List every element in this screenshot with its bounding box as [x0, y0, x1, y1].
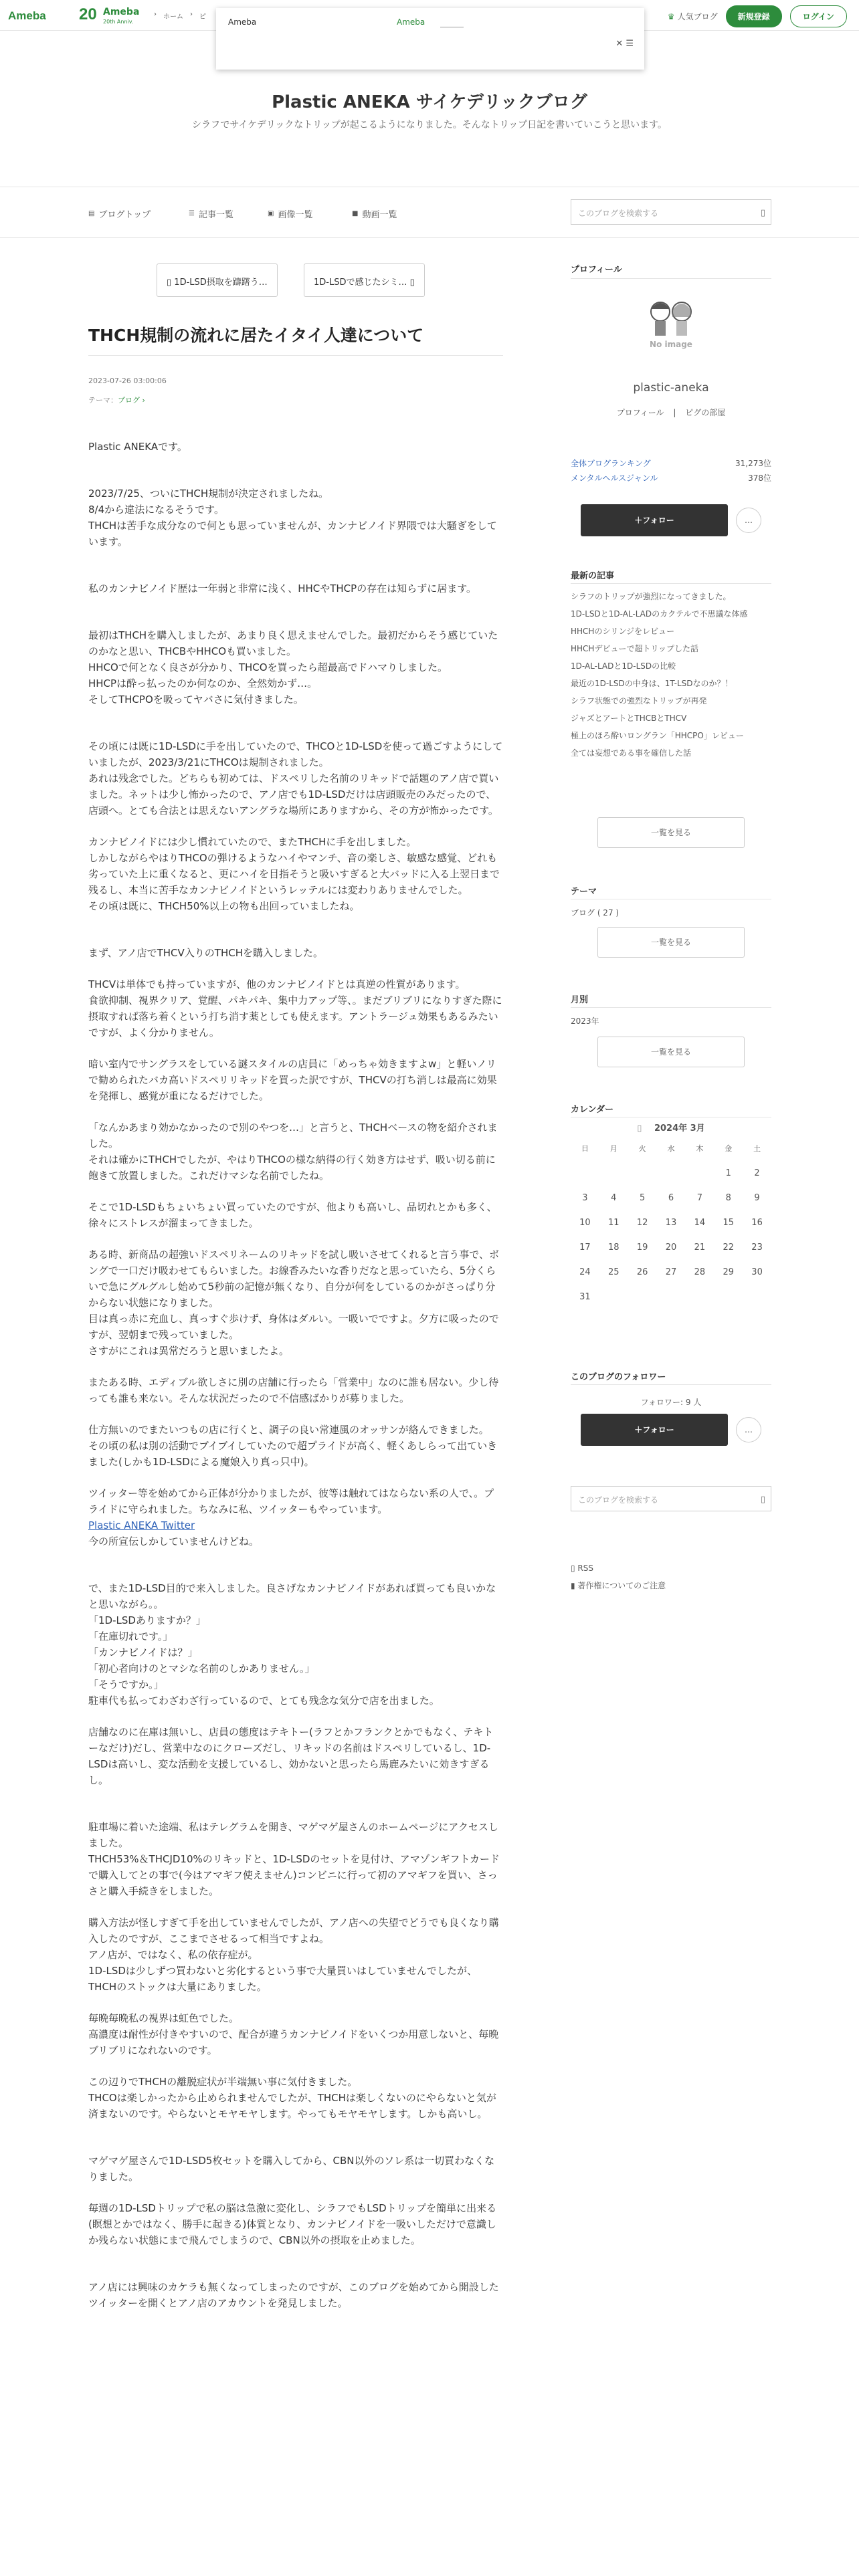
weekday: 金 [725, 1144, 733, 1153]
article-body [88, 439, 503, 2327]
article-paragraph: 店舗なのに在庫は無いし、店員の態度はテキトー(ラフとかフランクとかでもなく、テキトーなだけ)だし、営業中なのにクローズだし、リキッドの名前はドスペリしているし、1D-LSDは高いし、変な活動を支援しているし、効かないと思ったら馬鹿みたいに効きすぎるし。 [88, 1726, 494, 1786]
article-paragraph: 購入方法が怪しすぎて手を出していませんでしたが、アノ店への失望でどうでも良くなり購入したのですが、ここまでさせるって相当ですよね。 アノ店が、ではなく、私の依存症が。 1D-LSDは少しずつ買わないと劣化するという事で大量買いはしていませんでしたが、THCHのストックは大量にありました。 [88, 1917, 499, 1993]
recent-list-button[interactable]: 一覧を見る [597, 817, 745, 848]
login-button[interactable]: ログイン [790, 5, 847, 27]
calendar-day: 18 [608, 1243, 619, 1253]
rss-icon: ▯ [571, 1564, 578, 1573]
article-paragraph: THCVは単体でも持っていますが、他のカンナビノイドとは真逆の性質があります。 食欲抑制、視界クリア、覚醒、パキパキ、集中力アップ等、。まだブリブリになりすぎた際に摂取すれば落ち着くという打ち消す薬としても使えます。アントラージュ効果もあるみたいですが、よく分かりません。 [88, 978, 502, 1039]
recent-item[interactable]: 1D-LSDと1D-AL-LADのカクテルで不思議な体感 [571, 609, 748, 619]
popular-blog-label: 人気ブログ [677, 12, 718, 21]
blog-description: シラフでサイケデリックなトリップが起こるようになりました。そんなトリップ日記を書いていこうと思います。 [191, 120, 668, 130]
search-placeholder: このブログを検索する [578, 209, 659, 218]
article-paragraph: 仕方無いのでまたいつもの店に行くと、調子の良い常連風のオッサンが絡んできました。 その頃の私は別の活動でブイブイしていたので超プライドが高く、軽くあしらって出ていきました(しかも1D-LSDによる魔娘入り真っ只中)。 [88, 1424, 498, 1468]
nav-images[interactable] [268, 207, 312, 220]
calendar-day: 23 [751, 1243, 763, 1253]
separator: | [673, 408, 676, 417]
genre-ranking-value: 378位 [748, 473, 771, 483]
blog-nav [0, 187, 859, 238]
more-icon[interactable]: … [736, 508, 761, 533]
recent-list [571, 591, 771, 765]
recent-heading: 最新の記事 [571, 571, 615, 581]
calendar-day: 8 [725, 1193, 731, 1203]
search-placeholder: このブログを検索する [578, 1495, 659, 1505]
recent-item[interactable]: HHCHデビューで超トリップした話 [571, 644, 698, 653]
recent-item[interactable]: シラフのトリップが強烈になってきました。 [571, 592, 731, 601]
global-nav-pigg[interactable]: ピ [199, 13, 206, 21]
article-paragraph: カンナビノイドには少し慣れていたので、またTHCHに手を出しました。 しかしながらやはりTHCOの弾けるようなハイやマンチ、音の楽しさ、敏感な感覚、どれも劣っていた上に重くなると、更にハイを目指そうと吸いすぎると大バッドに入る上翌日まで残るし、本当に苦手なカンナビノイドというレッテルには変わりありませんでした。 その頃は既に、THCH50%以上の物も出回っていましたね。 [88, 836, 500, 912]
close-icon[interactable]: ✕ ☰ [615, 39, 634, 49]
calendar-day: 28 [694, 1267, 706, 1277]
search-icon[interactable]: ▯ [760, 208, 765, 218]
calendar-day: 6 [668, 1193, 674, 1203]
anniversary-sub: 20th Anniv. [103, 19, 134, 25]
article-paragraph: この辺りでTHCHの離脱症状が半端無い事に気付きました。 THCOは楽しかったから止められませんでしたが、THCHは楽しくないのにやらないと気が済まないのです。やらないとモヤモヤします。やってもモヤモヤします。しかも高いし。 [88, 2076, 496, 2120]
global-nav [154, 11, 206, 21]
calendar-day [599, 1168, 628, 1178]
article-paragraph: Plastic ANEKAです。 [88, 441, 187, 453]
bottom-bar [0, 2514, 859, 2576]
calendar-day: 29 [723, 1267, 734, 1277]
prev-article-label: 1D-LSD摂取を躊躇う… [174, 278, 268, 288]
recent-item[interactable]: HHCHのシリンジをレビュー [571, 627, 675, 636]
calendar [571, 1121, 771, 1302]
article-paragraph: 暗い室内でサングラスをしている謎スタイルの店員に「めっちゃ効きますよw」と軽いノリで勧められたバカ高いドスペリリキッドを買った訳ですが、THCVの打ち消しは最高に効果を発揮し、感覚が重になるだけでした。 [88, 1058, 497, 1102]
profile-heading: プロフィール [571, 265, 622, 275]
calendar-day [657, 1168, 686, 1178]
calendar-day: 2 [754, 1168, 760, 1178]
article-paragraph: またある時、エディブル欲しさに別の店舗に行ったら「営業中」なのに誰も居ない。少し待っても誰も来ない。そんな状況だったので不信感ばかりが募りました。 [88, 1376, 499, 1404]
next-article-link[interactable] [304, 263, 425, 297]
month-item[interactable]: 2023年 [571, 1016, 599, 1026]
twitter-link[interactable]: Plastic ANEKA Twitter [88, 1519, 195, 1531]
recent-item[interactable]: 全ては妄想である事を確信した話 [571, 748, 692, 758]
rss-label: RSS [577, 1564, 593, 1573]
calendar-day: 27 [665, 1267, 677, 1277]
weekday: 月 [609, 1144, 617, 1153]
nav-images-label: 画像一覧 [278, 210, 313, 220]
chevron-right-icon: › [140, 396, 145, 405]
follow-button[interactable]: ＋フォロー [581, 504, 728, 536]
dropdown-label: Ameba [228, 17, 257, 27]
calendar-day: 16 [751, 1218, 763, 1228]
search-icon[interactable]: ▯ [760, 1495, 765, 1505]
article-paragraph: まず、アノ店でTHCV入りのTHCHを購入しました。 [88, 947, 323, 959]
profile-divider [571, 278, 771, 279]
theme-list-button[interactable]: 一覧を見る [597, 927, 745, 958]
rss-link[interactable] [571, 1564, 593, 1573]
article-paragraph: 2023/7/25、ついにTHCH規制が決定されましたね。 8/4から違法になるそうです。 THCHは苦手な成分なので何とも思っていませんが、カンナビノイド界隈では大騒ぎをしています。 [88, 488, 497, 548]
weekday: 火 [638, 1144, 646, 1153]
recent-divider [571, 583, 771, 584]
blog-title[interactable]: Plastic ANEKA サイケデリックブログ [272, 92, 587, 112]
dropdown-brand-link[interactable]: Ameba [397, 17, 425, 27]
weekday: 日 [581, 1144, 589, 1153]
followers-divider [571, 1384, 771, 1385]
calendar-day: 10 [579, 1218, 591, 1228]
article-theme [88, 395, 145, 405]
article-paragraph: 最初はTHCHを購入しましたが、あまり良く思えませんでした。最初だからそう感じていたのかなと思い、THCBやHHCOも買いました。 HHCOで何となく良さが分かり、THCOを買ったら超最高でドハマりしました。 HHCPは酔っ払ったのか何なのか、全然効かず…。 そしてTHCPOを吸ってヤバさに気付きました。 [88, 629, 498, 706]
weekday: 水 [667, 1144, 675, 1153]
ranking-row-overall [571, 457, 771, 469]
calendar-day: 26 [636, 1267, 648, 1277]
calendar-day: 21 [694, 1243, 706, 1253]
ameba-logo[interactable]: Ameba [8, 9, 46, 22]
overall-ranking-value: 31,273位 [735, 459, 771, 468]
title-divider [88, 355, 503, 356]
chevron-left-icon[interactable]: ▯ [637, 1123, 642, 1134]
calendar-day: 9 [754, 1193, 760, 1203]
global-nav-home[interactable]: ホーム [163, 13, 183, 21]
article-paragraph-text: ツイッター等を始めてから正体が分かりましたが、彼等は触れてはならない系の人で、。プライドに守られました。ちなみに私、ツイッターもやっています。 [88, 1487, 494, 1515]
calendar-day: 14 [694, 1218, 706, 1228]
article-paragraph: で、また1D-LSD目的で来入しました。良さげなカンナビノイドがあれば買っても良いかなと思いながら。。 「1D-LSDありますか？」 「在庫切れです。」 「カンナビノイドは？」 「初心者向けのとマシな名前のしかありません。」 「そうですか。」 駐車代も払ってわざわざ行っているので、とても残念な気分で店を出ました。 [88, 1582, 496, 1707]
ranking-row-genre [571, 472, 771, 484]
recent-item[interactable]: 1D-AL-LADと1D-LSDの比較 [571, 661, 676, 671]
article-paragraph: その頃には既に1D-LSDに手を出していたので、THCOと1D-LSDを使って過ごすようにしていましたが、2023/3/21にTHCOは規制されました。 あれは残念でした。どちらも初めては、ドスペリした名前のリキッドで話題のアノ店で買いました。ネットは少し怖かったので、アノ店でも1D-LSDだけは店頭販売のみだったので、店頭へ。とても合法とは思えないアングラな場所にありますから、その方が怖かったです。 [88, 740, 503, 817]
nav-videos[interactable] [352, 207, 397, 220]
calendar-day: 7 [696, 1193, 702, 1203]
calendar-day: 31 [579, 1292, 591, 1302]
genre-ranking-link[interactable]: メンタルヘルスジャンル [571, 473, 658, 483]
calendar-day [685, 1168, 714, 1178]
recent-item[interactable]: シラフ状態での強烈なトリップが再発 [571, 696, 707, 706]
prev-article-link[interactable] [157, 263, 278, 297]
recent-item[interactable]: 最近の1D-LSDの中身は、1T-LSDなのか？！ [571, 679, 733, 688]
followers-count[interactable]: フォロワー: 9 人 [640, 1398, 702, 1407]
article-paragraph: そこで1D-LSDもちょいちょい買っていたのですが、他よりも高いし、品切れとかも多く、徐々にストレスが溜まってきました。 [88, 1201, 497, 1229]
calendar-day: 19 [636, 1243, 648, 1253]
month-list-button[interactable]: 一覧を見る [597, 1037, 745, 1067]
article-paragraph: ある時、新商品の超強いドスペリネームのリキッドを試し吸いさせてくれると言う事で、ボングで一口だけ吸わせてもらいました。お線香みたいな香りだなと思っていたら、5分くらいで急にグルグルし始めて5秒前の記憶が無くなり、自分が何をしているのかがさっぱり分からない状態になりました。 目は真っ赤に充血し、真っすぐ歩けず、身体はダルい。一吸いでですよ。夕方に吸ったのですが、翌朝まで残っていました。 さすがにこれは異常だろうと思いましたよ。 [88, 1249, 499, 1357]
calendar-day: 12 [636, 1218, 648, 1228]
article-paragraph: 駐車場に着いた途端、私はテレグラムを開き、マゲマゲ屋さんのホームページにアクセスしました。 THCH53%＆THCJD10%のリキッドと、1D-LSDのセットを見付け、アマゾンギフトカードで購入してとの事で(今はアマギフ使えません)コンビニに行って初のアマギフを買い、さっさと購入手続きをしました。 [88, 1821, 500, 1897]
followers-heading: このブログのフォロワー [571, 1372, 666, 1382]
calendar-day: 11 [608, 1218, 619, 1228]
chevron-right-icon: ▯ [409, 278, 415, 288]
anniversary-number: 20 [79, 5, 97, 23]
article-paragraph: 毎晩毎晩私の視界は虹色でした。 高濃度は耐性が付きやすいので、配合が違うカンナビノイドをいくつか用意しないと、毎晩ブリブリになれないのです。 [88, 2012, 499, 2056]
calendar-grid [571, 1143, 771, 1302]
image-icon: ▣ [268, 210, 274, 217]
pigg-room-link[interactable]: ピグの部屋 [685, 408, 726, 417]
recent-item[interactable]: 極上のほろ酔いロングラン「HHCPO」レビュー [571, 731, 744, 740]
nav-blog-top-label: ブログトップ [98, 210, 151, 220]
calendar-day: 13 [665, 1218, 677, 1228]
anniversary-logo[interactable] [79, 5, 153, 25]
no-image-label: No image [650, 340, 692, 349]
article-title[interactable]: THCH規制の流れに居たイタイ人達について [88, 326, 424, 345]
theme-link[interactable] [118, 396, 145, 405]
calendar-day: 4 [611, 1193, 617, 1203]
blog-header [0, 31, 859, 187]
signup-button[interactable]: 新規登録 [726, 5, 782, 27]
blog-search-input[interactable] [571, 199, 771, 225]
profile-links [571, 407, 771, 418]
warning-icon: ▮ [571, 1581, 578, 1590]
copyright-label: 著作権についてのご注意 [577, 1581, 666, 1590]
profile-avatar[interactable] [640, 294, 702, 356]
profile-name[interactable]: plastic-aneka [633, 381, 709, 395]
anniversary-brand: Ameba [103, 7, 140, 17]
calendar-day: 15 [723, 1218, 734, 1228]
next-article-label: 1D-LSDで感じたシミ… [314, 278, 407, 288]
theme-link-label: ブログ [118, 396, 140, 405]
chevron-right-icon: › [190, 11, 193, 18]
weekday: 土 [753, 1144, 761, 1153]
calendar-day: 24 [579, 1267, 591, 1277]
profile-link[interactable]: プロフィール [616, 408, 664, 417]
month-heading: 月別 [571, 995, 589, 1005]
calendar-day [571, 1168, 599, 1178]
month-divider [571, 1007, 771, 1008]
article-date: 2023-07-26 03:00:06 [88, 377, 167, 385]
nav-blog-top[interactable] [88, 207, 151, 220]
crown-icon: ♛ [667, 11, 675, 21]
calendar-day: 25 [608, 1267, 619, 1277]
calendar-day: 20 [665, 1243, 677, 1253]
document-icon: ▤ [88, 210, 95, 217]
calendar-day: 22 [723, 1243, 734, 1253]
theme-item[interactable]: ブログ ( 27 ) [571, 908, 619, 918]
calendar-day [628, 1168, 657, 1178]
video-icon: ■ [352, 210, 359, 217]
calendar-day: 1 [725, 1168, 731, 1178]
nav-entries[interactable] [189, 207, 233, 220]
sidebar-search-input[interactable] [571, 1486, 771, 1511]
weekday: 木 [696, 1144, 704, 1153]
theme-label: テーマ： [88, 396, 118, 405]
nav-entries-label: 記事一覧 [198, 210, 233, 220]
article-paragraph-with-link [88, 1485, 503, 1517]
theme-heading: テーマ [571, 887, 597, 897]
overall-ranking-link[interactable]: 全体ブログランキング [571, 459, 651, 468]
popular-blog-link[interactable] [668, 11, 718, 22]
more-icon[interactable]: … [736, 1417, 761, 1442]
chevron-right-icon: › [154, 11, 157, 18]
calendar-day: 5 [639, 1193, 646, 1203]
nav-videos-label: 動画一覧 [362, 210, 397, 220]
article-paragraph: 私のカンナビノイド歴は一年弱と非常に浅く、HHCやTHCPの存在は知らずに居ます。 [88, 582, 476, 595]
article-paragraph: マゲマゲ屋さんで1D-LSD5枚セットを購入してから、CBN以外のソレ系は一切買わなくなりました。 [88, 2155, 495, 2183]
article-paragraph: 「なんかあまり効かなかったので別のやつを…」と言うと、THCHベースの物を紹介されました。 それは確かにTHCHでしたが、やはりTHCOの様な納得の行く効き方はせず、吸い切る前に飽きて放置しました。これだけマシな名前でしたね。 [88, 1121, 498, 1182]
calendar-day: 30 [751, 1267, 763, 1277]
calendar-day: 3 [582, 1193, 588, 1203]
twitter-link-line [88, 1517, 503, 1533]
header-actions [668, 5, 847, 27]
article-paragraph: 今の所宣伝しかしていませんけどね。 [88, 1535, 260, 1547]
recent-item[interactable]: ジャズとアートとTHCBとTHCV [571, 714, 687, 723]
article-paragraph: 毎週の1D-LSDトリップで私の脳は急激に変化し、シラフでもLSDトリップを簡単に出来る(瞑想とかではなく、勝手に起きる)体質となり、カンナビノイドを一吸いしただけで意識しか残らない状態にまで飛んでしまうので、CBN以外の摂取を止めました。 [88, 2202, 497, 2246]
calendar-heading: カレンダー [571, 1105, 614, 1115]
calendar-day: 17 [579, 1243, 591, 1253]
follow-button-2[interactable]: ＋フォロー [581, 1414, 728, 1446]
copyright-link[interactable] [571, 1580, 666, 1591]
calendar-header [571, 1121, 771, 1134]
article-paragraph: アノ店には興味のカケラも無くなってしまったのですが、このブログを始めてから開設したツイッターを開くとアノ店のアカウントを発見しました。 [88, 2281, 499, 2309]
calendar-month: 2024年 3月 [654, 1123, 705, 1134]
list-icon: ☰ [189, 210, 195, 217]
chevron-left-icon: ▯ [167, 278, 175, 288]
